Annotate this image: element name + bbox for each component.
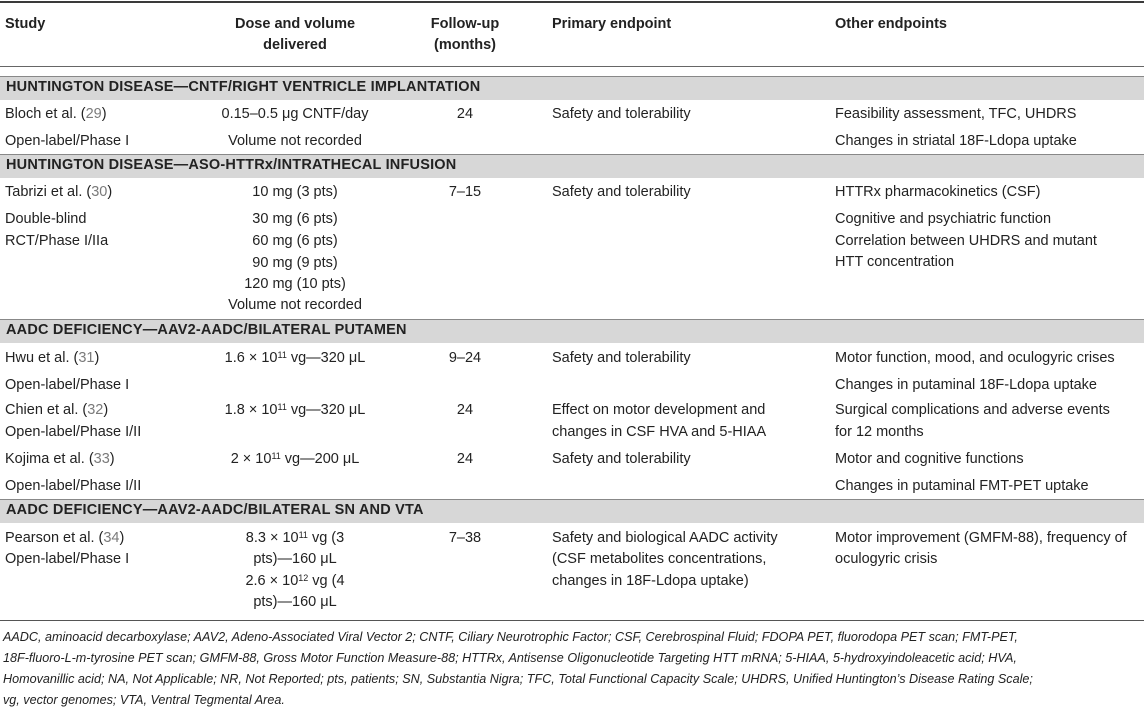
header-rule	[0, 66, 1144, 67]
dose-value: pts)—160 μL	[253, 594, 337, 610]
header-followup-line1: Follow-up	[430, 16, 500, 32]
other-endpoint: Cognitive and psychiatric function	[835, 211, 1052, 227]
other-endpoint: Motor function, mood, and oculogyric crises	[835, 350, 1115, 366]
other-endpoint: HTTRx pharmacokinetics (CSF)	[835, 184, 1041, 200]
followup-value: 24	[456, 451, 474, 467]
other-endpoint: HTT concentration	[835, 254, 955, 270]
primary-endpoint: Safety and tolerability	[552, 350, 691, 366]
study-name: Chien et al. (32)	[5, 402, 109, 418]
other-endpoint: for 12 months	[835, 424, 924, 440]
section-title: AADC DEFICIENCY—AAV2-AADC/BILATERAL SN AND VTA	[6, 502, 424, 518]
citation-link[interactable]: 30	[91, 184, 108, 200]
other-endpoint: Motor improvement (GMFM-88), frequency of	[835, 530, 1127, 546]
followup-value: 24	[456, 106, 474, 122]
footnote-line: AADC, aminoacid decarboxylase; AAV2, Adeno-Associated Viral Vector 2; CNTF, Ciliary Neurotrophic Factor; CSF, Cerebrospinal Fluid; FDOPA PET, fluorodopa PET scan; FMT-PET,	[3, 630, 1018, 644]
section-title: AADC DEFICIENCY—AAV2-AADC/BILATERAL PUTAMEN	[6, 322, 407, 338]
dose-volume: Volume not recorded	[228, 133, 362, 149]
dose-value: $2 \times 10^{11}$ vg—200 μL	[230, 451, 360, 467]
study-design: Open-label/Phase I	[5, 133, 130, 149]
other-endpoint: Changes in putaminal FMT-PET uptake	[835, 478, 1089, 494]
primary-endpoint: Safety and tolerability	[552, 184, 691, 200]
header-followup-line2: (months)	[433, 37, 496, 53]
dose-value: $1.6 \times 10^{11}$ vg—320 μL	[224, 350, 366, 366]
followup-value: 9–24	[448, 350, 482, 366]
header-followup	[415, 14, 515, 56]
section-header	[0, 154, 1144, 178]
primary-endpoint: Safety and tolerability	[552, 451, 691, 467]
primary-endpoint: Effect on motor development and	[552, 402, 766, 418]
other-endpoint: Feasibility assessment, TFC, UHDRS	[835, 106, 1077, 122]
header-dose	[205, 14, 385, 56]
other-endpoint: oculogyric crisis	[835, 551, 938, 567]
dose-volume: Volume not recorded	[228, 297, 362, 313]
header-primary: Primary endpoint	[552, 16, 672, 32]
followup-value: 7–15	[448, 184, 482, 200]
other-endpoint: Motor and cognitive functions	[835, 451, 1024, 467]
section-header	[0, 499, 1144, 523]
section-header	[0, 76, 1144, 100]
dose-value: 30 mg (6 pts)	[252, 211, 338, 227]
citation-link[interactable]: 33	[93, 451, 110, 467]
study-name: Pearson et al. (34)	[5, 530, 125, 546]
citation-link[interactable]: 34	[103, 530, 120, 546]
dose-value: 90 mg (9 pts)	[252, 255, 338, 271]
study-design: Double-blind	[5, 211, 87, 227]
table-footnote	[3, 627, 1141, 711]
header-dose-line2: delivered	[263, 37, 327, 53]
study-name: Hwu et al. (31)	[5, 350, 100, 366]
dose-value: $1.8 \times 10^{11}$ vg—320 μL	[224, 402, 366, 418]
footnote-line: vg, vector genomes; VTA, Ventral Tegmental Area.	[3, 693, 285, 707]
dose-value: $2.6 \times 10^{12}$ vg (4	[245, 573, 345, 589]
dose-value: 60 mg (6 pts)	[252, 233, 338, 249]
footnote-line: Homovanillic acid; NA, Not Applicable; NR, Not Reported; pts, patients; SN, Substantia Nigra; TFC, Total Functional Capacity Scale; UHDRS, Unified Huntington’s Disease Rating Scale;	[3, 672, 1033, 686]
header-dose-line1: Dose and volume	[234, 16, 356, 32]
dose-value: 0.15–0.5 μg CNTF/day	[221, 106, 369, 122]
study-design: Open-label/Phase I	[5, 551, 130, 567]
study-name: Bloch et al. (29)	[5, 106, 107, 122]
primary-endpoint: changes in 18F-Ldopa uptake)	[552, 573, 749, 589]
other-endpoint: Changes in putaminal 18F-Ldopa uptake	[835, 377, 1097, 393]
other-endpoint: Correlation between UHDRS and mutant	[835, 233, 1097, 249]
followup-value: 24	[456, 402, 474, 418]
dose-value: 10 mg (3 pts)	[252, 184, 338, 200]
section-title: HUNTINGTON DISEASE—ASO-HTTRx/INTRATHECAL INFUSION	[6, 157, 457, 173]
other-endpoint: Changes in striatal 18F-Ldopa uptake	[835, 133, 1077, 149]
primary-endpoint: Safety and biological AADC activity	[552, 530, 778, 546]
study-design: Open-label/Phase I/II	[5, 478, 142, 494]
footnote-line: 18F-fluoro-L-m-tyrosine PET scan; GMFM-88, Gross Motor Function Measure-88; HTTRx, Antisense Oligonucleotide Targeting HTT mRNA; 5-HIAA, 5-hydroxyindoleacetic acid; HVA,	[3, 651, 1017, 665]
section-header	[0, 319, 1144, 343]
top-rule	[0, 1, 1144, 3]
header-study: Study	[5, 16, 46, 32]
dose-value: pts)—160 μL	[253, 551, 337, 567]
section-title: HUNTINGTON DISEASE—CNTF/RIGHT VENTRICLE IMPLANTATION	[6, 79, 481, 95]
study-design: Open-label/Phase I/II	[5, 424, 142, 440]
study-design: RCT/Phase I/IIa	[5, 233, 109, 249]
study-name: Tabrizi et al. (30)	[5, 184, 113, 200]
primary-endpoint: changes in CSF HVA and 5-HIAA	[552, 424, 767, 440]
citation-link[interactable]: 31	[78, 350, 95, 366]
bottom-rule	[0, 620, 1144, 621]
header-other: Other endpoints	[835, 16, 947, 32]
citation-link[interactable]: 32	[87, 402, 104, 418]
primary-endpoint: Safety and tolerability	[552, 106, 691, 122]
dose-value: 120 mg (10 pts)	[244, 276, 346, 292]
dose-value: $8.3 \times 10^{11}$ vg (3	[245, 530, 345, 546]
study-design: Open-label/Phase I	[5, 377, 130, 393]
study-name: Kojima et al. (33)	[5, 451, 115, 467]
other-endpoint: Surgical complications and adverse events	[835, 402, 1110, 418]
followup-value: 7–38	[448, 530, 482, 546]
citation-link[interactable]: 29	[85, 106, 102, 122]
primary-endpoint: (CSF metabolites concentrations,	[552, 551, 767, 567]
